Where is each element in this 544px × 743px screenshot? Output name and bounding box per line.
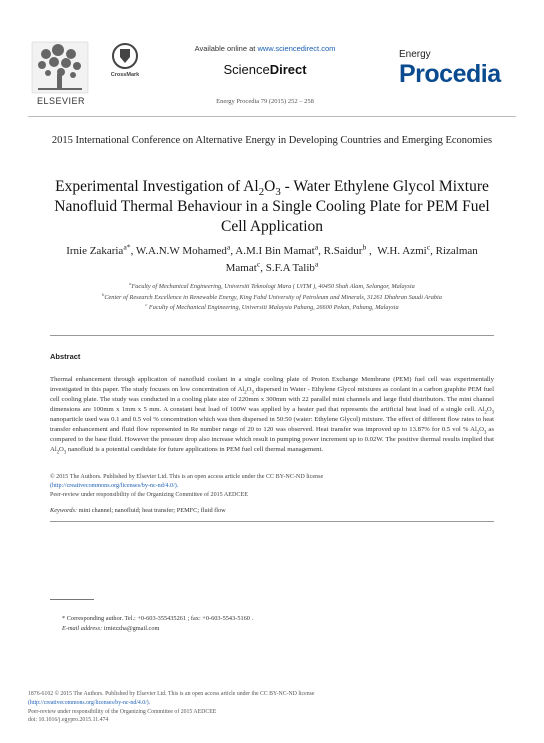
author-affil-mark: a	[314, 242, 319, 252]
author-name: A.M.I Bin Mamat	[235, 245, 315, 257]
keywords-label: Keywords:	[50, 507, 78, 514]
footnote-contact: * Corresponding author. Tel.: +0-603-355435261 ; fax: +0-603-5543-5160 .	[62, 615, 254, 622]
affiliation-item	[60, 303, 484, 312]
abstract-subscript: 3	[491, 410, 494, 416]
title-text: - Water Ethylene Glycol Mixture Nanofluid Thermal Behaviour in a Single Cooling Plate for PEM Fuel Cell Application	[54, 178, 490, 235]
page-footer	[28, 690, 516, 725]
title-text: O	[264, 178, 276, 195]
title-text: Experimental Investigation of Al	[55, 178, 259, 195]
affiliation-mark: b	[102, 291, 105, 297]
footnote-email-line	[62, 624, 482, 634]
abstract-subscript: 2	[484, 410, 487, 416]
footer-license-link[interactable]: (http://creativecommons.org/licenses/by-nc-nd/4.0/).	[28, 699, 151, 706]
abstract-subscript: 2	[244, 390, 247, 396]
title-subscript: 3	[275, 186, 281, 199]
abstract-subscript: 3	[251, 390, 254, 396]
author-list: Irnie Zakaria$^{a*}$, W.A.N.W Mohamed$^a$, A.M.I Bin Mamat$^a$, R.Saidur$^b$ , W.H. Azmi$^c$, Rizalman Mamat$^c$, S.F.A Talib$^a$	[66, 242, 478, 274]
license-block	[50, 473, 494, 500]
abstract-text: nanoparticle used was 0.1 and 0.5 vol % concentration which was then dispersed in 50:50 (water: Ethylene Glycol) mixture. The effect of different flow rates to heat transfer enhancement and fluid flow represented in Re number range of 20 to 120 was observed. Heat transfer was improved up to 13.87% for 0.5 vol % Al	[50, 416, 494, 433]
abstract-text: nanofluid is a potential candidate for future applications in PEM fuel cell thermal management.	[66, 446, 324, 453]
corresponding-author-footnote	[62, 614, 482, 634]
author-affil-mark: c	[256, 259, 261, 269]
email-label: E-mail address:	[62, 625, 103, 632]
abstract-text: O	[479, 426, 484, 433]
author-affil-mark: c	[426, 242, 431, 252]
license-link[interactable]: (http://creativecommons.org/licenses/by-nc-nd/4.0/).	[50, 483, 179, 489]
sd-brand-part1: Science	[223, 62, 270, 77]
affiliation-item	[60, 293, 484, 302]
abstract-body	[50, 375, 494, 455]
abstract-subscript: 2	[56, 450, 60, 456]
author-name: S.F.A Talib	[265, 262, 315, 274]
author-affil-mark: a	[314, 259, 319, 269]
abstract-text: O	[486, 406, 492, 413]
header-divider	[28, 116, 516, 117]
affiliation-mark: a	[129, 280, 132, 286]
conference-name: 2015 International Conference on Alternative Energy in Developing Countries and Emerging Economies	[51, 135, 493, 146]
abstract-text: O	[59, 446, 64, 453]
title-subscript: 2	[258, 186, 265, 199]
author-name: W.A.N.W Mohamed	[135, 245, 227, 257]
abstract-heading: Abstract	[50, 352, 81, 361]
affiliation-text: Faculty of Mechanical Engineering, Universiti Malaysia Pahang, 26600 Pekan, Pahang, Malaysia	[147, 304, 399, 311]
journal-name-top: Energy	[399, 49, 431, 60]
author-name: R.Saidur	[323, 245, 363, 257]
keywords-text: mini channel; nanofluid; heat transfer; PEMFC; fluid flow	[77, 507, 226, 514]
sciencedirect-brand	[160, 62, 370, 77]
footnote-divider	[50, 599, 94, 600]
abstract-text: dispersed in Water - Ethylene Glycol mixtures as coolant in a carbon graphite PEM fuel cell cooling plate. The study was conducted in a cooling plate size of 220mm x 300mm with 22 parallel mini channels and large fluid distributors. The mini channel dimensions are 100mm x 1mm x 5 mm. A constant heat load of 100W was applied by a heater pad that represents the artificial heat load of a single cell. Al	[50, 386, 494, 413]
abstract-text: Thermal enhancement through application of nanofluid coolant in a single cooling plate of Proton Exchange Membrane (PEM) fuel cell was experimentally investigated in this paper. The study focuses on low concentration of Al	[50, 376, 494, 393]
journal-citation: Energy Procedia 79 (2015) 252 – 258	[216, 98, 314, 105]
footer-line: 1876-6102 © 2015 The Authors. Published by Elsevier Ltd. This is an open access article under the CC BY-NC-ND license	[28, 691, 315, 697]
footer-doi[interactable]: doi: 10.1016/j.egypro.2015.11.474	[28, 717, 109, 724]
affiliation-text: Faculty of Mechanical Engineering, Universiti Teknologi Mara ( UiTM ), 40450 Shah Alam, Selangor, Malaysia	[131, 283, 415, 290]
sciencedirect-link[interactable]: www.sciencedirect.com	[257, 44, 336, 53]
crossmark-label: CrossMark	[110, 72, 140, 78]
author-affil-mark: a*	[123, 242, 131, 252]
author-affil-mark: a	[226, 242, 231, 252]
sd-brand-part2: Direct	[269, 62, 307, 77]
abstract-subscript: 3	[63, 450, 67, 456]
keywords	[50, 507, 494, 514]
footer-line: Peer-review under responsibility of the Organizing Committee of 2015 AEDCEE	[28, 708, 217, 715]
available-prefix: Available online at	[194, 44, 258, 53]
abstract-text: as compared to the base fluid. However the pressure drop also increase which result in pumping power increment up to 0.02W. The positive thermal results implied that Al	[50, 426, 494, 453]
abstract-top-divider	[50, 335, 494, 336]
publisher-wordmark: ELSEVIER	[36, 96, 86, 106]
author-name: Irnie Zakaria	[66, 245, 124, 257]
author-name: Rizalman Mamat	[225, 245, 478, 274]
available-online-text	[160, 44, 370, 53]
email-address[interactable]: irniezzha@gmail.com	[102, 625, 160, 632]
journal-name-main: Procedia	[399, 60, 501, 88]
affiliation-list	[60, 282, 484, 314]
author-affil-mark: b	[362, 242, 367, 252]
abstract-bottom-divider	[50, 521, 494, 522]
affiliation-item	[60, 282, 484, 291]
abstract-subscript: 3	[484, 430, 487, 436]
paper-title	[40, 177, 504, 237]
license-line: © 2015 The Authors. Published by Elsevier Ltd. This is an open access article under the CC BY-NC-ND license	[50, 474, 324, 480]
author-name: W.H. Azmi	[377, 245, 427, 257]
affiliation-mark: c	[145, 301, 148, 307]
abstract-subscript: 2	[476, 430, 480, 436]
abstract-text: O	[246, 386, 252, 393]
affiliation-text: Center of Research Excellence in Renewable Energy, King Fahd University of Petroleum and Minerals, 31261 Dhahran Saudi Arabia	[104, 293, 442, 301]
license-line: Peer-review under responsibility of the Organizing Committee of 2015 AEDCEE	[50, 492, 248, 498]
